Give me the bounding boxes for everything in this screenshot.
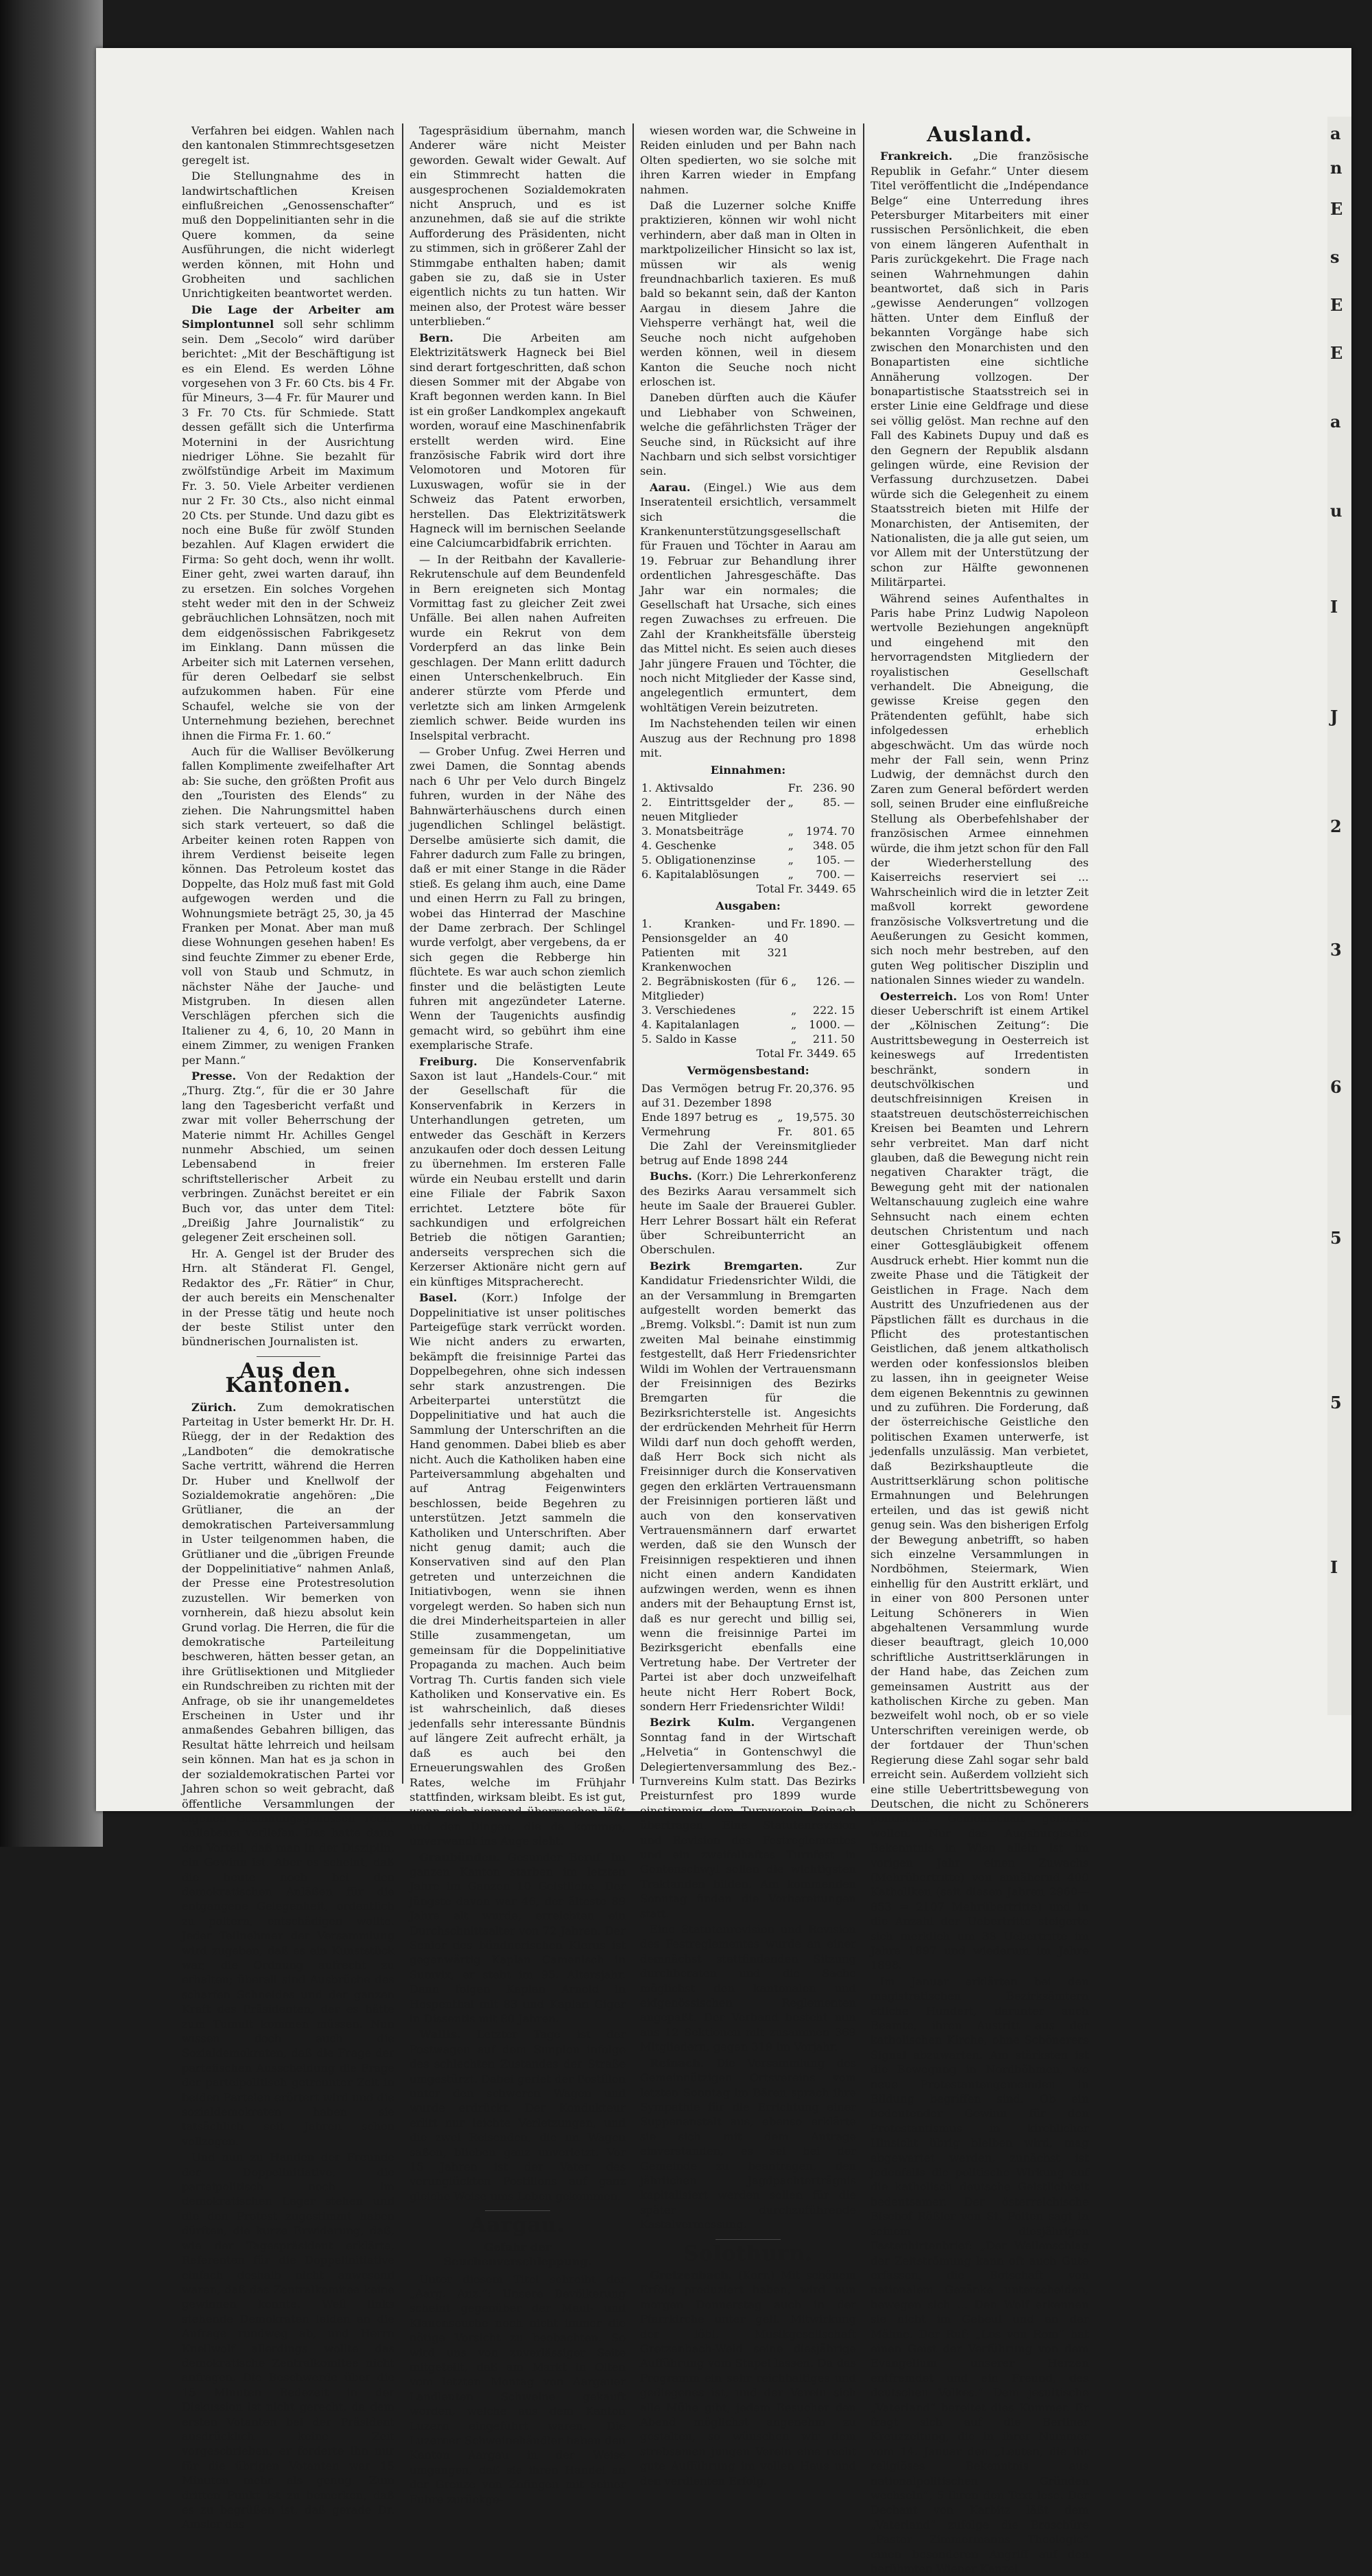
table-cell: „	[791, 1017, 797, 1031]
table-cell: „	[777, 1110, 783, 1124]
article-lead: Bern.	[419, 331, 453, 344]
vermoegen-table	[640, 1081, 856, 1139]
separator	[485, 2210, 550, 2211]
table-cell: Das Vermögen betrug auf 31. Dezember 1898	[641, 1081, 775, 1109]
table-row	[640, 781, 856, 795]
table-cell: 211. 50	[812, 1032, 855, 1045]
separator	[257, 1356, 320, 1357]
article-text: Zur Kandidatur Friedensrichter Wildi, die an der Versammlung in Bremgarten aufgestellt worden bemerkt das „Bremg. Volksbl.“: Damit ist nun zum zweiten Mal beinahe einstimmig festgestellt, daß Herr Friedensrichter Wildi im Wohlen der Vertrauensmann der Freisinnigen des Bezirks Bremgarten für die Bezirksrichterstelle ist. Angesichts der erdrückenden Mehrheit für Herrn Wildi darf nun doch gehofft werden, daß Herr Bock sich nicht als Freisinniger durch die Konservativen gegen den erklärten Vertrauensmann der Freisinnigen portieren läßt und auch von den konservativen Vertrauensmännern darf erwartet werden, daß sie den Wunsch der Freisinnigen respektieren und ihnen nicht einen andern Kandidaten aufzwingen werden, wenn es ihnen anders mit der Behauptung Ernst ist, daß es nur gerecht und billig sei, wenn die freisinnige Partei im Bezirksgericht ebenfalls eine Vertretung habe. Der Vertreter der Partei ist aber doch unzweifelhaft heute nicht Herr Robert Bock, sondern Herr Friedensrichter Wildi!	[640, 1259, 856, 1713]
edge-letter: a	[1330, 123, 1341, 143]
table-cell: „	[791, 1003, 797, 1017]
table-row	[640, 1017, 856, 1032]
newspaper-page	[96, 48, 1351, 2576]
article-lead: Aarau.	[650, 480, 691, 494]
article-lead: Oesterreich.	[880, 989, 958, 1003]
article-heading: Die Lage der Arbeiter am Simplontunnel	[182, 303, 394, 331]
table-row	[640, 1110, 856, 1124]
table-cell: 3. Monatsbeiträge	[641, 824, 744, 838]
edge-letter: n	[1330, 158, 1343, 178]
article-zuerich	[182, 1400, 394, 2149]
edge-letter: I	[1330, 1557, 1338, 1577]
article-graubuenden	[410, 1850, 626, 2026]
article-text: soll sehr schlimm sein. Dem „Secolo“ wird darüber berichtet: „Mit der Beschäftigung ist es ein Elend. Es werden Löhne vorgesehen von 3 Fr. 60 Cts. bis 4 Fr. für Mineurs, 3—4 Fr. für Maurer und 3 Fr. 70 Cts. für Schmiede. Statt dessen gefällt sich die Unterfirma Moternini in der Ausrichtung niedriger Löhne. Sie bezahlt für zwölfstündige Arbeit im Maximum Fr. 3. 50. Viele Arbeiter verdienen nur 2 Fr. 30 Cts., also nicht einmal 20 Cts. per Stunde. Und dazu gibt es noch eine Buße für zwölf Stunden bezahlen. Auf Klagen erwidert die Firma: So geht doch, wenn ihr wollt. Einer geht, zwei warten darauf, ihn zu ersetzen. Ein solches Vorgehen steht weder mit den in der Schweiz gebräuchlichen Lohnsätzen, noch mit dem eidgenössischen Fabrikgesetz im Einklang. Dann müssen die Arbeiter sich mit Laternen versehen, für deren Oelbedarf sie selbst aufzukommen haben. Für eine Schaufel, welche sie von der Unternehmung beziehen, berechnet ihnen die Firma Fr. 1. 60.“	[182, 318, 394, 742]
table-cell: Vermehrung	[641, 1124, 711, 1138]
table-row	[640, 867, 856, 882]
table-cell: 4. Geschenke	[641, 838, 717, 852]
table-cell: 348. 05	[812, 838, 855, 852]
edge-letter: E	[1330, 199, 1343, 219]
article-text: Los von Rom! Unter dieser Ueberschrift ist einem Artikel der „Kölnischen Zeitung“: Die Austrittsbewegung in Oesterreich ist keineswegs auf Irredentisten beschränkt, sondern in deutschvölkischen und deutschfreisinnigen Kreisen in staatstreuen deutschösterreichischen Kreisen bei Beamten und Lehrern sehr verbreitet. Man darf nicht glauben, daß die Bewegung nicht rein negativen Charakter trägt, die Bewegung geht mit der nationalen Weltanschauung zugleich eine wahre Sehnsucht nach einem echten deutschen Christentum und nach einer Gottesgläubigkeit offenem Ausdruck erhebt. Hier kommt nun die zweite Phase und die Tätigkeit der Geistlichen in Frage. Nach dem Austritt des Unzufriedenen aus der Päpstlichen fällt es durchaus in die Pflicht des protestantischen Geistlichen, daß jenem altkatholisch werden oder konfessionslos bleiben zu lassen, ihn in geeigneter Weise dem eigenen Bekenntnis zu gewinnen und zu zuführen. Die Forderung, daß der österreichische Geistliche den politischen Examen unterwerfe, ist jedenfalls unzulässig. Man verbietet, daß Bezirkshauptleute die Austrittserklärung schon politische Ermahnungen und Belehrungen erteilen, und das ist gewiß nicht genug sein. Was den bisherigen Erfolg der Bewegung anbetrifft, so haben sich einzelne Versammlungen in Nordböhmen, Steiermark, Wien einhellig für den Austritt erklärt, und in einer von 800 Personen unter Leitung Schönerers in Wien abgehaltenen Versammlung wurde dieser beauftragt, gleich 10,000 schriftliche Austrittserklärungen in der Hand habe, das Zeichen zum gemeinsamen Austritt aus der katholischen Kirche zu geben. Man bezweifelt wohl noch, ob er so viele Unterschriften vereinigen werde, ob der fortdauer der Thun'schen Regierung diese Zahl sogar sehr bald erreicht sein. Außerdem vollzieht sich eine stille Uebertrittsbewegung von Deutschen, die nicht zu Schönerers politischer Gemeinschaft gehören wollen. Nur das Augsburgische Bekenntnis in Wien allein ist im vorigen Jahr einen Zuwachs (Mehrübertritte) von annähernd 400 Katholiken (seit diesen Jahren 2960—853 = 2107 Mehrübertritte) und in die Anzahl der Uebertritte steigerte sich merklich um 38 Uebertritte im Jahre 1897 und wiederum im Jahre 1898.	[871, 989, 1089, 1972]
article-text: Zum demokratischen Parteitag in Uster bemerkt Hr. Dr. H. Rüegg, der in der Redaktion des „Landboten“ die demokratische Sache vertritt, während die Herren Dr. Huber und Knellwolf der Sozialdemokratie angehören: „Die Grütlianer, die an der demokratischen Parteiversammlung in Uster teilgenommen haben, die Grütlianer und die „übrigen Freunde der Doppelinitiative“ nahmen Anlaß, der Presse eine Protestresolution zuzustellen. Wir bemerken von vornherein, daß hiezu absolut kein Grund vorlag. Die Herren, die für die demokratische Parteileitung beschweren, hätten besser getan, an ihre Grütlisektionen und Mitglieder ein Rundschreiben zu richten mit der Anfrage, ob sie ihr unangemeldetes Erscheinen in Uster und ihr anmaßendes Gebahren billigen, das Resultat hätte lehrreich und heilsam sein können. Man hat es ja schon in der sozialdemokratischen Partei vor Jahren schon so weit gebracht, daß öffentliche Versammlungen der eigenen Gesinnungsgenossen recht unliebsam verliefen. Das hatte dann den Vorteil, daß man in der Disziplin, ein Gewinn ist. Aber es scheint, daß die heute noch bei den demokratischen Anläßen für die entgangene Gelegenheit, ordentlich zu poltern, entschädigen wollte. Jeder Teilnehmer der Versammlung wird zugeben, daß es ein Kunststück war, die Ordnung aufrecht zu erhalten; überall sind Ausbrüche des scharfen Schneides und der ganzen Kraft des Präsidenten, der es hätte zum Tumult kommen müssen. Nun wissen doch auch die Sozialdemokraten, daß die Frage der parteiischen Ausscheidung die Frage der parteipolitisch getrennter Zeit in beiden Parteien erörtert wird und die sozialdemokraten haben sie tatsächlich seit Jahren schon vollzogen.	[182, 1400, 394, 2148]
table-cell: 1. Kranken- und Pensionsgelder an 40 Patienten mit 321 Krankenwochen	[641, 917, 789, 973]
table-cell: Ende 1897 betrug es	[641, 1110, 758, 1124]
separator	[715, 2239, 781, 2240]
article-lead: Bezirk Bremgarten.	[650, 1259, 803, 1273]
table-cell: 801. 65	[812, 1124, 855, 1138]
table-cell: 1890. —	[809, 917, 855, 930]
table-row	[640, 917, 856, 974]
article-lead: Presse.	[191, 1070, 237, 1083]
article-text: Gesunder Beruf. Im ganzen Kanton starben im letzten Jahre im Ganzen 10 Geistliche. Der jüngste davon war 46, der älteste 89 Jahre alt wurde, erreichten ein Durchschnittsalter von 72 Jahren. Der Senior des bündnerischen Klerus ist gegenwärtig Kaplan Camenisch in Sumvix, er steht im 95. Altersjahr. Dann folgen Kaplan Arnold in Hospenthal mit 83 und Kaplan Giger in Dissentis mit 80 Jahren.	[410, 1850, 626, 2025]
column-rule	[863, 123, 864, 1784]
ausgaben-table	[640, 917, 856, 1046]
table-row	[640, 795, 856, 824]
paragraph: wiesen worden war, die Schweine in Reiden einluden und per Bahn nach Olten spedierten, wo sie solche mit ihren Karren wieder in Empfang nahmen.	[640, 124, 856, 196]
table-cell: 5. Saldo in Kasse	[641, 1032, 737, 1045]
table-cell: 222. 15	[812, 1003, 855, 1017]
article-text: (Korr.) Die Lehrerkonferenz des Bezirks Aarau versammelt sich heute im Saale der Brauerei Gubler. Herr Lehrer Bossart hält ein Referat über Schreibunterricht an Oberschulen.	[640, 1170, 856, 1257]
paragraph: Die Zahl der Vereinsmitglieder betrug auf Ende 1898 244	[640, 1139, 856, 1167]
table-cell: „	[788, 795, 794, 809]
table-cell: 1974. 70	[805, 824, 855, 838]
edge-letter: E	[1330, 295, 1343, 315]
article-simplon	[182, 303, 394, 743]
edge-letter: a	[1330, 412, 1341, 432]
table-cell: 4. Kapitalanlagen	[641, 1017, 740, 1031]
edge-letter: 3	[1330, 940, 1342, 960]
article-lead: Frankreich.	[880, 150, 953, 163]
column-3	[640, 123, 856, 2488]
paragraph: Tagespräsidium übernahm, manch Anderer wäre nicht Meister geworden. Gewalt wider Gewalt. Auf ein Stimmrecht hatten die ausgesprochenen Sozialdemokraten nicht Anspruch, und es ist anzunehmen, daß sie auf die strikte Aufforderung des Präsidenten, nicht zu stimmen, sich in größerer Zahl der Stimmgabe enthalten haben; damit gaben sie zu, daß sie in Uster eigentlich nichts zu tun hatten. Wir meinen also, der Protest wäre besser unterblieben.“	[410, 124, 626, 329]
article-wallis	[410, 2027, 626, 2203]
table-cell: „	[791, 1032, 797, 1045]
edge-letter: u	[1330, 501, 1343, 521]
article-lead: Gretzenbach.	[650, 2268, 733, 2282]
table-row	[640, 1032, 856, 1046]
edge-letter: s	[1330, 247, 1340, 267]
section-heading-kantonen: Aus den Kantonen.	[225, 1358, 351, 1398]
column-2	[410, 123, 626, 2506]
article-gretzenbach	[640, 2268, 856, 2488]
paragraph: Im Januar erklärten bei den magistratischen Bezirksämtern etliche Hundert, darunter auch Beamte, ihren Austritt aus der katholischen Kirche, ohne Schönerers Signal abzuwarten. Am stärksten ist die Bewegung in Nordböhmen, wo neue Protestantengemeinden in Bildung begriffen sind. Ob ein bedeutender Gewinn für den Protestantismus in kirchlicher Hinsicht übrig bleiben wird, mag abgewartet werden, zunächst ist jedenfalls die politische Wirkung auf die katholisch deutsche Geistlichkeit bedeutsamer. Der österreichische Bischof Rößler von St. Pölten sagt in seinem diesjährigen Fastenhirtenbrief: „Der Wellenschlag der Zeitströmung kann oft auch Gute erfassen, die Botschaft von nationalem Gezänke unterscheiden, bewegen sich ... Den Wolf erkennen sie nicht im Geheul und an der Mähne. Der Ruf: „Los von Rom“ hat einen Geist der Verführung von dem Evangelium unserer Herzen entfremdet und ein Freund, des deutschen Volkes.“ Dem jesuitische „Vaterland“ bereitet dies Kummer. Er fragt sich auf die Berliner Kreuzzeitung, die in ihrer Nummer vom 14. Januar den „Leuten, die ihr religiöses Bekenntnis aus nationalpolitischen Gründen wechseln“, 5 ihren den Text lese. Der Dechant von Karbitz läßt dem „Vaterland“ zufolge die Broschüre „Pastor Zimmermanns Theologie“ einen besonderen Angriff auf den berühmten Wiener Kanzel	[871, 1974, 1089, 2576]
table-row	[640, 824, 856, 838]
paragraph: Unter diesem Titel schreibt der „Aarg. Anz.“: Unsere Bevölkerung scheint gegenüber der Maul- und Klauenseuche noch nicht immer die nötige Vorsicht zu beobachten. So wird uns von zuverlässiger Seite mitgeteilt, daß am Markt in Olten vom letzten Montag von Aargauer Landleuten Schweine gekauft worden, welche aus dem Kanton Luzern eingeführt waren. Die Luzerner Schweinehändler haben den Kanton Aargau in der Weise umgangen, daß sie ihren Handel an der Grenze von Zofingen mit seiner Fuhre zurückge-	[410, 2272, 626, 2506]
table-total: Total Fr. 3449. 65	[756, 882, 856, 895]
article-basel	[410, 1290, 626, 1848]
edge-letter: 5	[1330, 1393, 1342, 1413]
article-kulm	[640, 1715, 856, 1921]
article-text: (Korr.) Mit schönem Erfolg produziert haben, wird nun morgen Donnerstag auch in der Pfarrkirche unter gefl. Mitwirkung der löbl. Musikgesellschaft Gretzenbach-Weid seine diesjährige Aufführung vom Stapel lassen. Da das Programm ein sehr reichhaltiges und gediegenes ist, und der Verein sich alle Mühe gibt, jedem Besucher den Abend möglichst angenehm zu gestalten, so wünschen wir dem strebsamen jungen Verein eine recht gute Aufführung im vollen Haus und den verdienten Erfolg.	[640, 2268, 856, 2488]
table-cell: „	[788, 853, 794, 866]
table-cell: 236. 90	[812, 781, 855, 794]
article-lead: Bezirk Kulm.	[650, 1716, 755, 1729]
table-cell: 2. Begräbniskosten (für 6 Mitglieder)	[641, 974, 789, 1002]
table-row	[640, 1003, 856, 1017]
article-lead: Reinach.	[650, 2056, 705, 2070]
paragraph: Auch für die Walliser Bevölkerung fallen Komplimente zweifelhafter Art ab: Sie suche, den größten Profit aus den „Touristen des Elends“ zu ziehen. Die Nahrungsmittel haben sich stark verteuert, so daß die Arbeiter keinen roten Rappen von ihrem Verdienst beiseite legen können. Das Petroleum kostet das Doppelte, das Holz muß fast mit Gold aufgewogen werden und die Wohnungsmiete beträgt 25, 30, ja 45 Franken per Monat. Aber man muß diese Wohnungen gesehen haben! Es sind feuchte Zimmer zu ebener Erde, voll von Staub und Schmutz, in nächster Nähe der Jauche- und Mistgruben. In diesen allen Verschlägen pferchen sich die Italiener zu 4, 6, 10, 20 Mann in einem Zimmer, zu wenigen Franken per Mann.“	[182, 745, 394, 1067]
edge-letter: E	[1330, 343, 1343, 363]
table-cell: 1000. —	[809, 1017, 855, 1031]
section-heading-solothurn: Solothurn.	[683, 2241, 813, 2266]
paragraph: Verfahren bei eidgen. Wahlen nach den kantonalen Stimmrechtsgesetzen geregelt ist.	[182, 124, 395, 167]
table-cell: 20,376. 95	[795, 1081, 855, 1095]
column-rule	[402, 123, 403, 1784]
table-cell: 700. —	[816, 867, 855, 881]
table-cell: 105. —	[816, 853, 855, 866]
table-row	[640, 1124, 856, 1139]
table-cell: 3. Verschiedenes	[641, 1003, 736, 1017]
table-cell: „	[788, 838, 794, 852]
article-aarau	[640, 480, 856, 716]
article-frankreich	[871, 149, 1089, 589]
article-lead: Buchs.	[650, 1170, 692, 1183]
paragraph: Im Nachstehenden teilen wir einen Auszug aus der Rechnung pro 1898 mit.	[640, 717, 856, 760]
edge-letter: I	[1330, 597, 1338, 617]
paragraph: Eine Statutenrevision und Revision des Festreglementes wurde an einer demnächst stattfindenden Sitzung durchberaten und die Sache möglichst den kantonalen und eidgenössischen Reglementen angepaßt. Der Verband besteht nun aus 12 Sektionen mit zusammen 369 Mitgliedern, gegen 319 im Vorjahr.	[640, 1923, 856, 2054]
article-heading: Gefahr der Seuchenverschleppung.	[443, 2240, 592, 2269]
table-cell: 19,575. 30	[795, 1110, 855, 1124]
paragraph: Während seines Aufenthaltes in Paris habe Prinz Ludwig Napoleon wertvolle Beziehungen angeknüpft und eingehend mit den hervorragendsten Mitgliedern der royalistischen Gesellschaft verhandelt. Die Abneigung, die gewisse Kreise gegen den Prätendenten gefühlt, habe sich infolgedessen erheblich abgeschwächt. Um das würde noch mehr der Fall sein, wenn Prinz Ludwig, der demnächst durch den Zaren zum General befördert werden soll, seinen Bruder eine einflußreiche Stellung als Oberbefehlshaber der französischen Armee einnehmen würde, die ihm jetzt schon für den Fall der Wiederherstellung des Kaiserreichs reserviert sei ... Wahrscheinlich wird die in letzter Zeit maßvoll korrekt gewordene französische Volksvertretung und die Aeußerungen zu Gesicht kommen, sich noch mehr bestreben, auf den guten Weg politischer Disziplin und nationalen Sinnes wieder zu wandeln.	[871, 591, 1089, 987]
article-presse	[182, 1069, 394, 1245]
article-text: (Korr.) Infolge der Doppelinitiative ist unser politisches Parteigefüge stark verrückt worden. Wie nicht anders zu erwarten, bekämpft die freisinnige Partei das Doppelbegehren, ohne sich indessen sehr stark anzustrengen. Die Arbeiterpartei unterstützt die Doppelinitiative und hat auch die Sammlung der Unterschriften an die Hand genommen. Dabei blieb es aber nicht. Auch die Katholiken haben eine Parteiversammlung abgehalten und auf Antrag Feigenwinters beschlossen, beide Begehren zu unterstützen. Jetzt sammeln die Katholiken und Unterschriften. Aber nicht genug damit; auch die Konservativen sind auf den Plan getreten und unterzeichnen die Initiativbogen, wenn sie ihnen vorgelegt werden. So haben sich nun die drei Minderheitsparteien in aller Stille zusammengetan, um gemeinsam für die Doppelinitiative Propaganda zu machen. Auch beim Vortrag Th. Curtis fanden sich viele Katholiken und Konservative ein. Es ist wahrscheinlich, daß dieses jedenfalls sehr interessante Bündnis auf längere Zeit aufrecht erhält, ja daß es auch bei den Erneuerungswahlen des Großen Rates, welche im Frühjahr stattfinden, wirksam bleibt. Es ist gut, wenn sich niemand überraschen läßt und den Dingen, die da kommen, unverwandt ins Auge sieht.	[410, 1291, 626, 1848]
article-reinach	[640, 2056, 856, 2232]
section-heading-aargau: Aargau.	[470, 2213, 565, 2238]
article-lead: Freiburg.	[419, 1054, 477, 1068]
article-lead: Basel.	[419, 1291, 458, 1305]
paragraph: — In der Reitbahn der Kavallerie-Rekrutenschule auf dem Beundenfeld in Bern ereigneten sich Montag Vormittag fast zu gleicher Zeit zwei Unfälle. Bei allen nahen Aufreiten wurde ein Rekrut von dem Vorderpferd an das linke Bein geschlagen. Der Mann erlitt dadurch einen Unterschenkelbruch. Ein anderer stürzte vom Pferde und verletzte sich am linken Armgelenk ziemlich schwer. Beide wurden ins Inselspital verbracht.	[410, 552, 626, 742]
table-cell: „	[788, 824, 794, 838]
paragraph: Hr. A. Gengel ist der Bruder des Hrn. alt Ständerat Fl. Gengel, Redaktor des „Fr. Rätier“ in Chur, der auch bereits ein Menschenalter in der Presse tätig und heute noch der beste Stilist unter den bündnerischen Journalisten ist.	[182, 1246, 394, 1349]
table-row	[640, 974, 856, 1003]
article-freiburg	[410, 1054, 626, 1290]
table-row	[640, 853, 856, 867]
table-heading: Einnahmen:	[710, 764, 786, 777]
paragraph: — Grober Unfug. Zwei Herren und zwei Damen, die Sonntag abends nach 6 Uhr per Velo durch Bingelz fuhren, wurden in der Nähe des Bahnwärterhäuschens durch einen jugendlichen Schlingel belästigt. Derselbe amüsierte sich damit, die Fahrer dadurch zum Falle zu bringen, daß er mit einer Stange in die Räder stieß. Es gelang ihm auch, eine Dame und einen Herrn zu Fall zu bringen, wobei das Hinterrad der Maschine der Dame zerbrach. Der Schlingel wurde verfolgt, aber vergebens, da er sich gegen die Rebberge hin flüchtete. Es war auch schon ziemlich finster und die belästigten Leute fuhren mit angezündeter Laterne. Wenn der Taugenichts ausfindig gemacht wird, so gebührt ihm eine exemplarische Strafe.	[410, 745, 626, 1052]
table-cell: Fr.	[788, 781, 803, 794]
article-text: (Eingel.) Wie aus dem Inseratenteil ersichtlich, versammelt sich die Krankenunterstützungsgesellschaft für Frauen und Töchter in Aarau am 19. Februar zur Behandlung ihrer ordentlichen Jahresgeschäfte. Das Jahr war ein normales; die Gesellschaft hat Ursache, sich eines regen Zuwachses zu erfreuen. Die Zahl der Krankheitsfälle übersteig das Mittel nicht. Es seien auch dieses Jahr jüngere Frauen und Töchter, die noch nicht Mitglieder der Kasse sind, angelegentlich ermuntert, dem wohltätigen Verein beizutreten.	[640, 480, 856, 714]
table-cell: 6. Kapitalablösungen	[641, 867, 759, 881]
column-4	[871, 123, 1089, 2576]
table-cell: 1. Aktivsaldo	[641, 781, 713, 794]
column-rule	[632, 123, 634, 1784]
table-heading: Ausgaben:	[715, 899, 781, 913]
article-text: Vergangenen Sonntag fand in der Wirtschaft „Helvetia“ in Gontenschwyl die Delegiertenversammlung des Bez.-Turnvereins Kulm statt. Das Bezirks Preisturnfest pro 1899 wurde einstimmig dem Turnverein Reinach übertragen. Eine Statutenrevision und Revision des Festreglementes und ein zweifelhaftes Turnfest in Gontenschwyl sollen die wichtigsten Traktanden bilden. Am kommenden Sonntag finden die Vorbereitungen statt.	[640, 1716, 856, 1920]
table-heading: Vermögensbestand:	[687, 1064, 809, 1078]
article-buchs	[640, 1169, 856, 1257]
section-heading-ausland: Ausland.	[926, 123, 1033, 147]
article-text: Die Konservenfabrik Saxon ist laut „Handels-Cour.“ mit der Gesellschaft für die Konservenfabrik in Kerzers in Unterhandlungen getreten, um entweder das Geschäft in Kerzers anzukaufen oder doch dessen Leitung zu übernehmen. Im ersteren Falle würde ein Neubau erstellt und darin eine Filiale der Fabrik Saxon errichtet. Letztere böte für sachkundigen und erfolgreichen Betrieb die nötigen Garantien; anderseits versprechen sich die Kerzerser Aktionäre nicht gern auf ein künftiges Mitspracherecht.	[410, 1054, 626, 1288]
article-text: „Die französische Republik in Gefahr.“ Unter diesem Titel veröffentlicht die „Indépendance Belge“ eine Unterredung ihres Petersburger Mitarbeiters mit einer russischen Persönlichkeit, die eben von einem längeren Aufenthalt in Paris zurückgekehrt. Die Frage nach seinen Wahrnehmungen dahin beantwortet, daß sich in Paris „gewisse Aenderungen“ vollzogen hätten. Unter dem Einfluß der bekannten Vorgänge habe sich zwischen den Monarchisten und den Bonapartisten eine sichtliche Annäherung vollzogen. Der bonapartistische Staatsstreich sei in erster Linie eine Geldfrage und diese sei völlig gelöst. Man rechne auf den Fall des Kabinets Dupuy und daß es den Gegnern der Republik alsdann gelingen würde, eine Revision der Verfassung durchzusetzen. Dabei würde sich die Gelegenheit zu einem Staatsstreich bieten mit Hilfe der Monarchisten, der Antisemiten, der Nationalisten, die ja alle gut seien, um vor Allem mit der Unterstützung der schon zur Hälfte gewonnenen Militärpartei.	[871, 150, 1089, 589]
next-page-edge	[1327, 117, 1351, 1715]
table-cell: 5. Obligationenzinse	[641, 853, 756, 866]
article-text: Die Arbeiten am Elektrizitätswerk Hagneck bei Biel sind derart fortgeschritten, daß schon diesen Sommer mit der Abgabe von Kraft begonnen werden kann. In Biel ist ein großer Landkomplex angekauft worden, worauf eine Maschinenfabrik erstellt werden wird. Eine französische Fabrik wird dort ihre Velomotoren und Motoren für Luxuswagen, wofür sie in der Schweiz das Patent erworben, herstellen. Das Elektrizitätswerk Hagneck will im bernischen Seelande eine Calciumcarbidfabrik errichten.	[410, 331, 626, 550]
edge-letter: 5	[1330, 1228, 1342, 1248]
table-cell: „	[788, 867, 794, 881]
article-lead: Graubünden.	[419, 1850, 501, 1864]
article-oesterreich	[871, 989, 1089, 1973]
edge-letter: J	[1330, 707, 1338, 726]
paragraph: Die Stellungnahme des in landwirtschaftlichen Kreisen einflußreichen „Genossenschafter“ muß den Doppelinitianten sehr in die Quere kommen, da seine Ausführungen, die nicht widerlegt werden können, mit Hohn und Grobheiten und sachlichen Unrichtigkeiten beantwortet werden.	[182, 169, 394, 300]
article-bern	[410, 331, 626, 551]
article-text: Von der Redaktion der „Thurg. Ztg.“, für die er 30 Jahre lang den Tagesbericht verfaßt und zwar mit voller Beherrschung der Materie nimmt Hr. Achilles Gengel nunmehr Abschied, um seinen Lebensabend in freier schriftstellerischer Arbeit zu verbringen. Zunächst bereitet er ein Buch vor, das unter dem Titel: „Dreißig Jahre Journalistik“ zu gelegener Zeit erscheinen soll.	[182, 1070, 394, 1244]
article-lead: Zürich.	[191, 1400, 237, 1414]
paragraph: Und nun zu Handen der Freunde der Doppelinitiative, die parteipolitisch noch im demokratischen Lager stehen und die den Protest zugestimmt haben dürften, die kurze Erwiderung, daß, wie der Tagespräsident erklärte, Referenten für die Doppelinitiative einfach deshalb nicht anwesend waren, daß das Zentralkomitee keine gewinnen konnte. Weil links stehende Demokraten leiden an die Anfrage rundweg ab, und Herrn Knellwolf allerdings wollte das demokratische Zentralkomitee nicht anfragen. Die Beschwerde über die 15 Minuten Redezeit in der Diskussion ist nicht gerecht, da dem ersten Votanten bei der Präsident ausdrücklich keine Zeit vorgeschrieben, er forderte ihn nur für die übrigen Votanten war 15 Minuten mehr als genug. Zum dritten Punkt ist zu bemerken, daß es zu begrüßen ist, daß gerade Dr. Amsler das	[182, 2151, 394, 2531]
table-total: Total Fr. 3449. 65	[756, 1046, 856, 1060]
article-text: Letzter Tage ist der Postwagen auf dem Simplon infolge des schlechten Zustandes der Straße umgestürzt. Dabei geriet der Postillon unter den schweren Wagen und wurde erdrückt. Der Kondukteur erlitt nur leichte Verletzungen, und die zwei Reisenden, die im Wagen saßen, blieben ganz unverletzt. Vor 15 Jahren ist der Vater des verunglückten Postillons auf ganz gleiche Weise ums Leben gekommen.	[410, 2028, 626, 2203]
table-cell: 85. —	[823, 795, 855, 809]
table-row	[640, 838, 856, 853]
paragraph: Daß die Luzerner solche Kniffe praktizieren, können wir wohl nicht verhindern, aber daß man in Olten in marktpolizeilicher Hinsicht so lax ist, müssen wir als wenig freundnachbarlich taxieren. Es muß bald so bekannt sein, daß der Kanton Aargau in diesem Jahre die Viehsperre verhängt hat, weil die Seuche noch nicht aufgehoben werden können, weil in diesem Kanton die Seuche noch nicht erloschen ist.	[640, 199, 856, 388]
table-row	[640, 1081, 856, 1110]
edge-letter: 6	[1330, 1077, 1342, 1097]
table-cell: Fr.	[777, 1081, 793, 1095]
article-lead: Wallis.	[419, 2028, 461, 2042]
table-cell: Fr.	[791, 917, 807, 930]
einnahmen-table	[640, 781, 856, 882]
column-1	[182, 123, 395, 2531]
table-cell: 2. Eintrittsgelder der neuen Mitglieder	[641, 795, 785, 823]
table-cell: „	[791, 974, 797, 988]
article-text: Die Versammlung des Gemeinnützigen Ortsvereins vom letzten Sonntag im Bären sprach ihre Sympathie für die Errichtung einer Suppenanstalt aus, ebenso erklärte sie sich mit dem Antrage einverstanden, es sei bei der Gemeinde zu beantragen, den jährlichen Jagdpachterträgnis kapitalisiert werden sollen für die später durchzuführende Kastalvermessung.	[640, 2056, 856, 2232]
book-edge	[0, 0, 103, 1847]
table-cell: Fr.	[777, 1124, 793, 1138]
paragraph: Daneben dürften auch die Käufer und Liebhaber von Schweinen, welche die gefährlichsten Träger der Seuche sind, in Rücksicht auf ihre Nachbarn und sich selbst vorsichtiger sein.	[640, 391, 856, 478]
edge-letter: 2	[1330, 816, 1342, 836]
article-bremgarten	[640, 1259, 856, 1714]
table-cell: 126. —	[816, 974, 855, 988]
